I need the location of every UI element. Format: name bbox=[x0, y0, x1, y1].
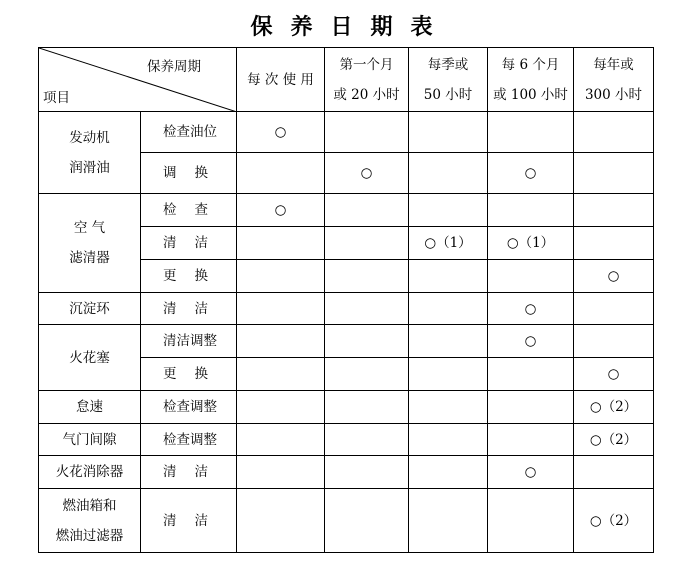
item-cell bbox=[39, 325, 141, 391]
schedule-mark bbox=[325, 293, 409, 325]
schedule-mark bbox=[574, 227, 654, 260]
table-row bbox=[39, 325, 654, 358]
schedule-mark: ○ bbox=[488, 456, 574, 489]
task-cell: 清洁 bbox=[141, 227, 237, 260]
task-cell: 清洁 bbox=[141, 456, 237, 489]
schedule-mark bbox=[325, 260, 409, 293]
maintenance-schedule-table bbox=[38, 47, 654, 553]
table-row bbox=[39, 424, 654, 456]
item-name: 沉淀环 bbox=[69, 300, 110, 317]
schedule-mark bbox=[325, 325, 409, 358]
task-cell: 清洁 bbox=[141, 293, 237, 325]
schedule-mark bbox=[325, 358, 409, 391]
schedule-mark bbox=[409, 456, 488, 489]
schedule-mark: ○ bbox=[574, 358, 654, 391]
item-name: 发动机 bbox=[69, 129, 110, 146]
schedule-mark bbox=[237, 260, 325, 293]
schedule-mark bbox=[237, 293, 325, 325]
item-cell bbox=[39, 456, 141, 489]
schedule-mark bbox=[488, 489, 574, 553]
schedule-mark bbox=[409, 112, 488, 153]
schedule-mark: ○（2） bbox=[574, 391, 654, 424]
schedule-mark: ○ bbox=[574, 260, 654, 293]
schedule-mark: ○（1） bbox=[409, 227, 488, 260]
schedule-mark bbox=[488, 391, 574, 424]
header-diagonal-cell bbox=[39, 48, 237, 112]
table-row bbox=[39, 489, 654, 553]
column-header bbox=[237, 48, 325, 112]
schedule-mark: ○（1） bbox=[488, 227, 574, 260]
column-header-line: 或 100 小时 bbox=[493, 86, 568, 103]
schedule-mark: ○ bbox=[325, 153, 409, 194]
schedule-mark bbox=[325, 489, 409, 553]
schedule-mark: ○（2） bbox=[574, 489, 654, 553]
schedule-mark bbox=[237, 456, 325, 489]
schedule-mark: ○ bbox=[488, 293, 574, 325]
cycle-label: 保养周期 bbox=[147, 59, 201, 75]
schedule-mark bbox=[325, 194, 409, 227]
column-header-line: 每年或 bbox=[593, 56, 634, 73]
header-row bbox=[39, 48, 654, 112]
schedule-mark bbox=[237, 325, 325, 358]
schedule-mark: ○ bbox=[488, 325, 574, 358]
column-header-line: 300 小时 bbox=[584, 86, 643, 103]
schedule-mark bbox=[409, 391, 488, 424]
task-cell: 检查油位 bbox=[141, 112, 237, 153]
schedule-mark bbox=[409, 153, 488, 194]
schedule-mark bbox=[488, 358, 574, 391]
task-cell: 清洁调整 bbox=[141, 325, 237, 358]
schedule-mark bbox=[409, 325, 488, 358]
column-header bbox=[488, 48, 574, 112]
schedule-mark bbox=[409, 293, 488, 325]
table-row bbox=[39, 112, 654, 153]
schedule-mark bbox=[237, 391, 325, 424]
item-name: 滤清器 bbox=[69, 250, 110, 266]
item-cell bbox=[39, 293, 141, 325]
item-name: 燃油箱和 bbox=[62, 497, 117, 514]
schedule-mark bbox=[325, 391, 409, 424]
schedule-mark bbox=[574, 194, 654, 227]
schedule-mark bbox=[237, 227, 325, 260]
schedule-mark bbox=[488, 424, 574, 456]
schedule-mark bbox=[325, 227, 409, 260]
item-name: 润滑油 bbox=[69, 159, 110, 176]
schedule-mark bbox=[409, 260, 488, 293]
schedule-mark bbox=[488, 194, 574, 227]
task-cell: 检查调整 bbox=[141, 391, 237, 424]
item-name: 燃油过滤器 bbox=[55, 527, 124, 544]
schedule-mark bbox=[574, 325, 654, 358]
schedule-mark: ○ bbox=[237, 194, 325, 227]
schedule-mark bbox=[574, 293, 654, 325]
item-cell bbox=[39, 489, 141, 553]
item-name: 火花塞 bbox=[69, 349, 110, 366]
column-header bbox=[409, 48, 488, 112]
schedule-mark bbox=[488, 112, 574, 153]
table-row bbox=[39, 391, 654, 424]
column-header bbox=[574, 48, 654, 112]
schedule-mark bbox=[409, 194, 488, 227]
table-row bbox=[39, 194, 654, 227]
schedule-mark: ○ bbox=[237, 112, 325, 153]
schedule-mark bbox=[574, 153, 654, 194]
table-row bbox=[39, 456, 654, 489]
item-cell bbox=[39, 112, 141, 194]
schedule-mark bbox=[409, 489, 488, 553]
column-header-line: 50 小时 bbox=[423, 86, 473, 103]
item-name: 火花消除器 bbox=[55, 464, 124, 480]
item-name: 怠速 bbox=[76, 399, 103, 415]
schedule-mark bbox=[237, 358, 325, 391]
column-header-line: 或 20 小时 bbox=[333, 86, 400, 103]
schedule-mark bbox=[325, 112, 409, 153]
item-name: 气门间隙 bbox=[62, 431, 117, 448]
task-cell: 检查 bbox=[141, 194, 237, 227]
schedule-mark bbox=[237, 424, 325, 456]
item-cell bbox=[39, 194, 141, 293]
task-cell: 更换 bbox=[141, 358, 237, 391]
column-header-line: 每 次 使 用 bbox=[247, 71, 314, 88]
column-header bbox=[325, 48, 409, 112]
schedule-mark: ○（2） bbox=[574, 424, 654, 456]
schedule-mark bbox=[237, 489, 325, 553]
schedule-mark bbox=[409, 424, 488, 456]
item-label: 项目 bbox=[43, 90, 70, 106]
schedule-mark bbox=[409, 358, 488, 391]
schedule-mark bbox=[237, 153, 325, 194]
column-header-line: 第一个月 bbox=[339, 56, 394, 73]
task-cell: 检查调整 bbox=[141, 424, 237, 456]
task-cell: 清洁 bbox=[141, 489, 237, 553]
schedule-mark bbox=[574, 112, 654, 153]
column-header-line: 每季或 bbox=[427, 56, 469, 73]
item-cell bbox=[39, 391, 141, 424]
schedule-mark bbox=[574, 456, 654, 489]
item-cell bbox=[39, 424, 141, 456]
item-name: 空 气 bbox=[73, 220, 106, 236]
schedule-mark: ○ bbox=[488, 153, 574, 194]
task-cell: 调换 bbox=[141, 153, 237, 194]
schedule-mark bbox=[325, 424, 409, 456]
task-cell: 更换 bbox=[141, 260, 237, 293]
schedule-mark bbox=[325, 456, 409, 489]
table-row bbox=[39, 293, 654, 325]
page-title: 保养日期表 bbox=[250, 14, 451, 40]
column-header-line: 每 6 个月 bbox=[501, 56, 560, 73]
schedule-mark bbox=[488, 260, 574, 293]
